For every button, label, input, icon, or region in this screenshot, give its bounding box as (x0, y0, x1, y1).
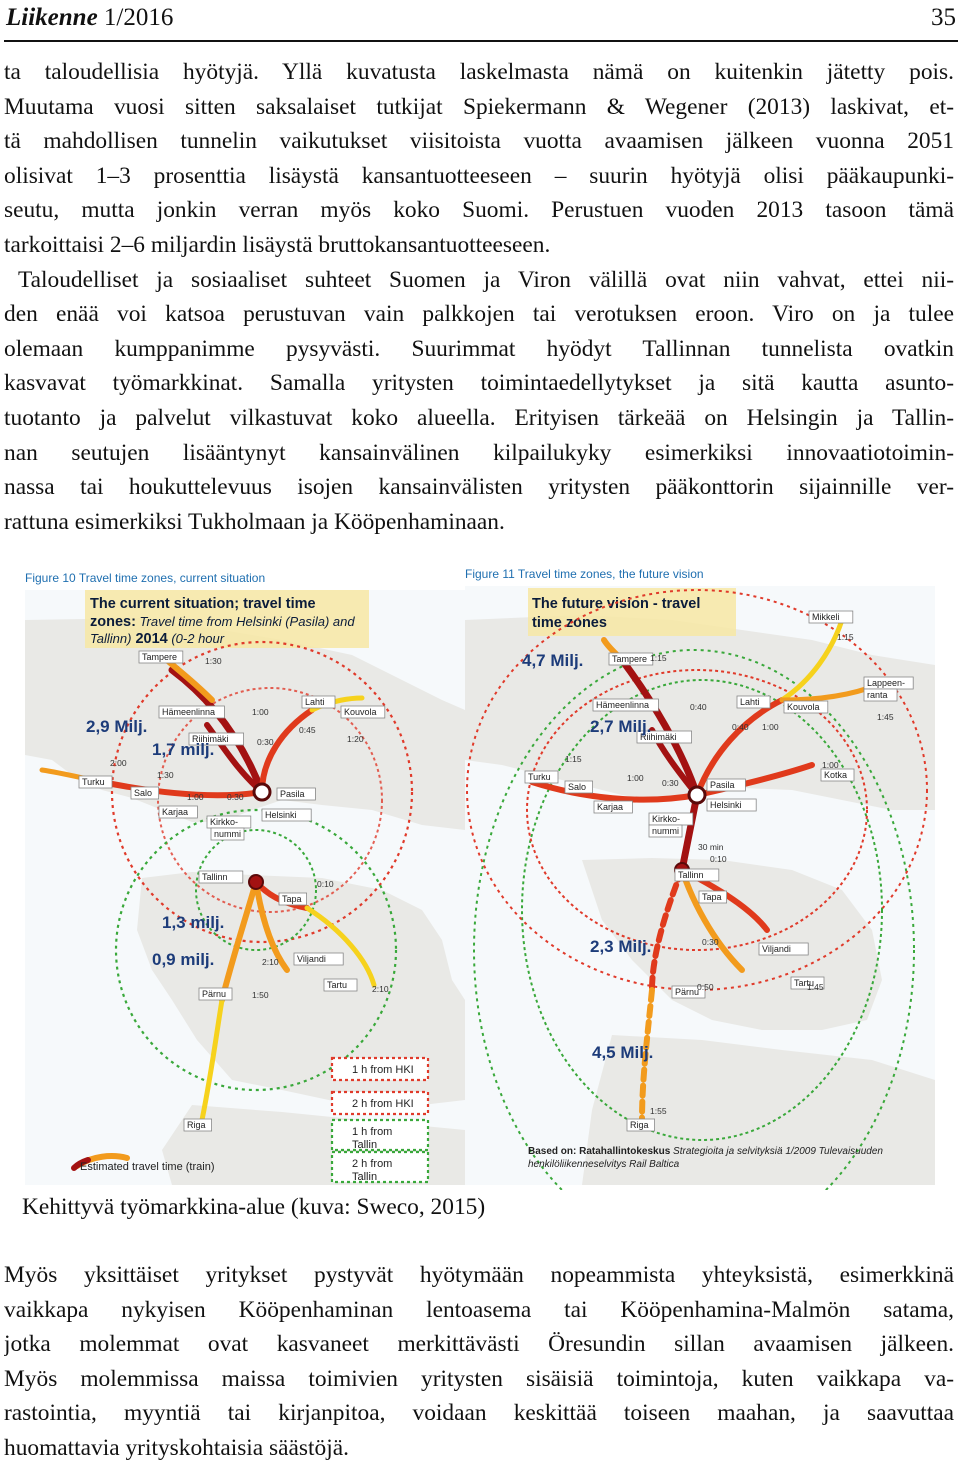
legend-label: 2 h from HKI (352, 1098, 414, 1110)
population-label: 1,7 milj. (152, 740, 215, 759)
right-heading-line2: time zones (532, 615, 607, 631)
estimated-travel-label: Estimated travel time (train) (80, 1161, 215, 1173)
travel-time-label: 0:30 (662, 778, 679, 788)
city-label: Karjaa (162, 807, 189, 817)
journal-issue: 1/2016 (103, 4, 174, 31)
population-label: 2,9 Milj. (86, 717, 148, 736)
left-heading-line2: zones: Travel time from Helsinki (Pasila) and (90, 614, 355, 630)
travel-time-label: 0:10 (710, 854, 727, 864)
city-label: Turku (528, 772, 551, 782)
text-line: tarkoittaisi 2–6 miljardin lisäystä bruttokansantuotteeseen. (4, 231, 551, 258)
left-node-tallinn (249, 875, 263, 889)
journal-title (6, 4, 173, 32)
bottom-paragraph (4, 1258, 954, 1466)
header-rule (4, 40, 958, 42)
travel-time-label: 1:45 (807, 982, 824, 992)
travel-time-label: 1:15 (650, 653, 667, 663)
city-label: Salo (568, 782, 587, 792)
travel-time-label: 1:50 (252, 990, 269, 1000)
based-on-line1: Based on: Ratahallintokeskus Strategioita ja selvityksiä 1/2009 Tulevaisuuden (528, 1146, 883, 1157)
city-label: Turku (82, 777, 105, 787)
text-line: nassa tai houkuttelevuus isojen kansainvälisten yritysten pääkonttorin sijainnille ver- (4, 474, 954, 501)
city-label: Helsinki (265, 810, 297, 820)
city-label: Salo (134, 788, 153, 798)
city-label: Pasila (280, 789, 305, 799)
legend-label: 1 h from HKI (352, 1064, 414, 1076)
city-label: Pärnu (202, 989, 227, 999)
text-line: nan seutujen lisääntynyt kansainvälinen kilpailukyky esimerkiksi innovaatiotoimin- (4, 439, 954, 466)
travel-time-label: 2:10 (372, 984, 389, 994)
text-line: tä mahdollisen tunnelin vaikutukset viisitoista vuotta avaamisen jälkeen vuonna 2051 (4, 128, 954, 155)
travel-time-label: 2:00 (110, 758, 127, 768)
left-heading-line1: The current situation; travel time (90, 596, 316, 612)
city-label: Riga (630, 1120, 649, 1130)
population-label: 4,7 Milj. (522, 651, 584, 670)
text-line: seutu, mutta jonkin verran myös koko Suomi. Perustuen vuoden 2013 tasoon tämä (4, 197, 954, 224)
city-label: Tallinn (202, 872, 228, 882)
left-heading-line3: Tallinn) 2014 (0-2 hour (90, 631, 225, 647)
journal-name: Liikenne (6, 4, 98, 31)
city-label: Viljandi (297, 954, 326, 964)
population-label: 1,3 milj. (162, 913, 225, 932)
travel-time-label: 0:30 (702, 937, 719, 947)
text-line: tuotanto ja palvelut vilkastuvat koko alueella. Erityisen tärkeää on Helsingin ja Tallin- (4, 404, 954, 431)
travel-time-label: 1:30 (157, 770, 174, 780)
travel-time-label: 1:20 (347, 734, 364, 744)
left-fig-title: Figure 10 Travel time zones, current situation (25, 571, 266, 585)
text-line: rattuna esimerkiksi Tukholmaan ja Kööpenhaminaan. (4, 508, 505, 535)
city-label: Tapa (702, 892, 722, 902)
text-line: Taloudelliset ja sosiaaliset suhteet Suomen ja Viron välillä ovat niin vahvat, ettei nii- (18, 266, 954, 293)
city-label: Mikkeli (812, 612, 840, 622)
travel-time-label: 0:45 (299, 725, 316, 735)
city-label: nummi (214, 829, 242, 839)
city-label: Helsinki (710, 800, 742, 810)
travel-time-label: 2:10 (262, 957, 279, 967)
city-label: Lahti (740, 697, 760, 707)
city-label: Kotka (824, 770, 848, 780)
travel-time-label: 0:10 (317, 879, 334, 889)
travel-time-label: 0:50 (697, 982, 714, 992)
city-label: Lappeen- (867, 678, 906, 688)
city-label: Hämeenlinna (596, 700, 650, 710)
travel-time-label: 1:45 (877, 712, 894, 722)
city-label: Pasila (710, 780, 735, 790)
text-line: Myös molemmissa maissa toimivien yritysten sisäisiä toimintoja, kuten vaikkapa va- (4, 1365, 954, 1392)
city-label: Tartu (794, 978, 815, 988)
city-label: Kirkko- (652, 814, 681, 824)
right-heading-line1: The future vision - travel (532, 596, 701, 612)
population-label: 2,3 Milj. (590, 937, 652, 956)
legend-label: Tallin (352, 1171, 378, 1183)
population-label: 0,9 milj. (152, 950, 215, 969)
text-line: Muutama vuosi sitten saksalaiset tutkijat Spiekermann & Wegener (2013) laskivat, et- (4, 93, 954, 120)
city-label: nummi (652, 826, 680, 836)
legend-label: 2 h from (352, 1158, 393, 1170)
city-label: Kouvola (344, 707, 377, 717)
city-label: Riihimäki (640, 732, 677, 742)
travel-time-label: 1:15 (565, 754, 582, 764)
city-label: Karjaa (597, 802, 624, 812)
city-label: Kouvola (787, 702, 820, 712)
travel-time-label: 1:00 (762, 722, 779, 732)
city-label: Hämeenlinna (162, 707, 216, 717)
figure-caption: Kehittyvä työmarkkina-alue (kuva: Sweco, 2015) (22, 1194, 486, 1220)
city-label: ranta (867, 690, 888, 700)
text-line: huomattavia yrityskohtaisia säästöjä. (4, 1434, 349, 1461)
text-line: olisivat 1–3 prosenttia lisäystä kansantuotteeseen – suurin hyötyjä olisi pääkaupunki- (4, 162, 954, 189)
text-line: jotka molemmat ovat kasvaneet merkittävästi Öresundin sillan avaamisen jälkeen. (4, 1331, 954, 1358)
travel-time-label: 1:00 (252, 707, 269, 717)
travel-time-label: 0:30 (257, 737, 274, 747)
city-label: Kirkko- (210, 817, 239, 827)
text-line: den enää voi katsoa perustuvan vain palkkojen tai verotuksen eroon. Viro on ja tulee (4, 301, 954, 328)
travel-time-label: 1:00 (187, 792, 204, 802)
figure-svg (22, 560, 938, 1190)
city-label: Viljandi (762, 944, 791, 954)
city-label: Tampere (142, 652, 178, 662)
city-label: Tampere (612, 654, 648, 664)
population-label: 4,5 Milj. (592, 1043, 654, 1062)
left-map-legend (332, 1058, 428, 1183)
text-line: olemaan kumppanimme pysyvästi. Suurimmat hyödyt Tallinnan tunnelista ovatkin (4, 335, 954, 362)
travel-time-label: 1:15 (837, 632, 854, 642)
page-number: 35 (931, 4, 956, 31)
based-on-line2: henkilöliikenneselvitys Rail Baltica (528, 1159, 680, 1170)
legend-label: Tallin (352, 1139, 378, 1151)
city-label: Pärnu (675, 987, 700, 997)
right-node-helsinki (689, 787, 705, 803)
text-line: rastointia, myyntiä tai kirjanpitoa, voidaan keskittää toiseen maahan, ja saavuttaa (4, 1400, 954, 1427)
travel-time-label: 0:40 (732, 722, 749, 732)
city-label: Tartu (327, 980, 348, 990)
page-header (0, 0, 960, 44)
left-node-helsinki (254, 784, 270, 800)
right-fig-title: Figure 11 Travel time zones, the future vision (465, 567, 704, 581)
text-line: vaikkapa nykyisen Kööpenhaminan lentoasema tai Kööpenhamina-Malmön satama, (4, 1296, 954, 1323)
city-label: Lahti (305, 697, 325, 707)
travel-time-label: 0:30 (227, 792, 244, 802)
city-label: Riga (187, 1120, 206, 1130)
city-label: Riihimäki (192, 734, 229, 744)
travel-time-label: 1:55 (650, 1106, 667, 1116)
travel-time-label: 1:00 (822, 760, 839, 770)
top-paragraph (4, 55, 954, 539)
city-label: Tallinn (678, 870, 704, 880)
travel-time-label: 0:40 (690, 702, 707, 712)
population-label: 2,7 Milj. (590, 717, 652, 736)
text-line: Myös yksittäiset yritykset pystyvät hyötymään nopeammista yhteyksistä, esimerkkinä (4, 1262, 954, 1288)
travel-time-label: 30 min (698, 842, 724, 852)
travel-time-label: 1:30 (205, 656, 222, 666)
figure-travel-time-zones (22, 560, 938, 1190)
legend-label: 1 h from (352, 1126, 393, 1138)
travel-time-label: 1:00 (627, 773, 644, 783)
text-line: ta taloudellisia hyötyjä. Yllä kuvatusta laskelmasta nämä on kuitenkin jätetty pois. (4, 59, 954, 85)
city-label: Tapa (282, 894, 302, 904)
text-line: kasvavat työmarkkinat. Samalla yritysten toimintaedellytykset ja sitä kautta asunto- (4, 370, 954, 397)
